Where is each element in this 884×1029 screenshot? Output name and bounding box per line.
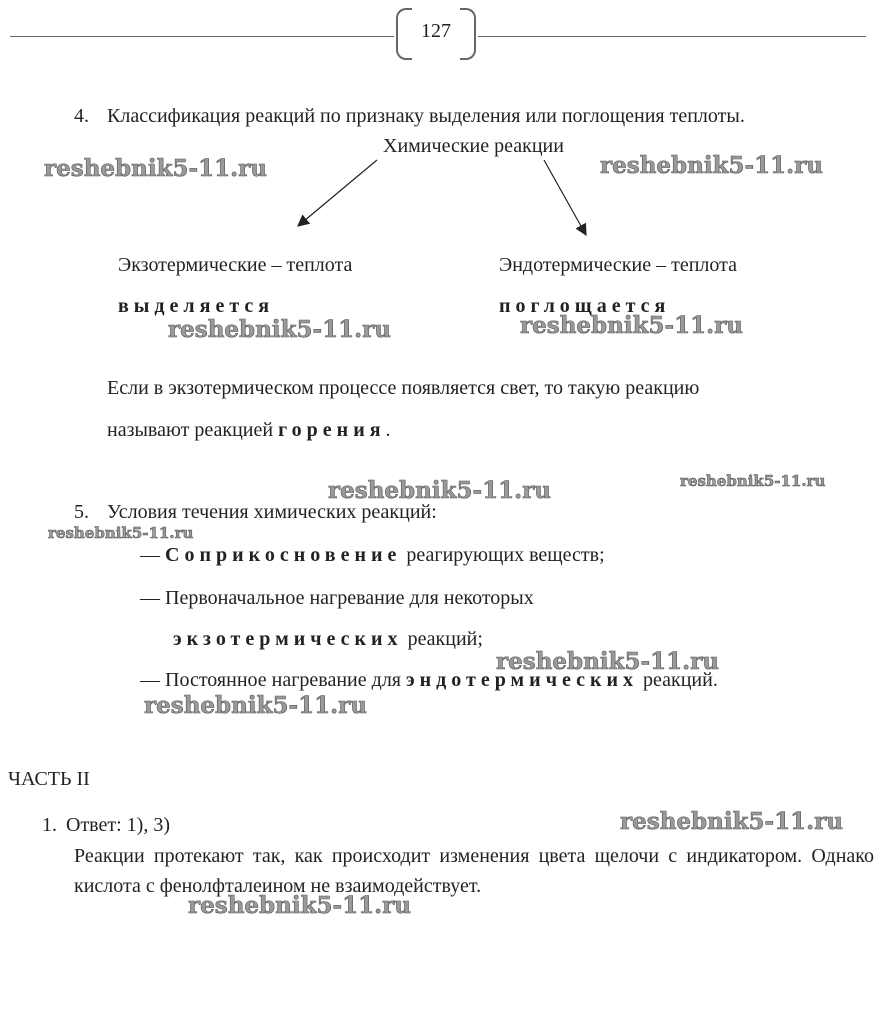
watermark: reshebnik5-11.ru — [680, 472, 826, 490]
arrow-left — [298, 160, 377, 226]
item4-note-line2 — [107, 418, 391, 442]
watermark: reshebnik5-11.ru — [188, 892, 411, 919]
condition-3-emphasis: эндотермических — [406, 669, 639, 691]
dash: — — [140, 544, 160, 566]
answer-explanation: Реакции протекают так, как происходит изменения цвета щелочи с индикатором. Однако кислота с фенолфталеином не взаимодействует. — [74, 845, 874, 897]
watermark: reshebnik5-11.ru — [48, 524, 194, 542]
answer-number: 1. — [42, 814, 57, 836]
condition-3-text: Постоянное нагревание для — [165, 669, 401, 691]
exothermic-emphasis: выделяется — [118, 295, 275, 317]
dash: — — [140, 669, 160, 691]
condition-2-rest: реакций; — [407, 628, 483, 650]
condition-1 — [140, 543, 605, 567]
diagram-arrows — [0, 0, 884, 260]
watermark: reshebnik5-11.ru — [520, 312, 743, 339]
item4-note-line1: Если в экзотермическом процессе появляется свет, то такую реакцию — [107, 377, 700, 399]
diagram-root: Химические реакции — [383, 135, 564, 157]
note-emphasis: горения — [278, 419, 386, 441]
answer: Ответ: 1), 3) — [66, 814, 171, 836]
condition-2-text: Первоначальное нагревание для некоторых — [165, 587, 534, 609]
dash: — — [140, 587, 160, 609]
watermark: reshebnik5-11.ru — [600, 152, 823, 179]
note-text: называют реакцией — [107, 419, 274, 441]
condition-2-emphasis: экзотермических — [173, 628, 403, 650]
watermark: reshebnik5-11.ru — [168, 316, 391, 343]
watermark: reshebnik5-11.ru — [496, 648, 719, 675]
condition-1-rest: реагирующих веществ; — [406, 544, 605, 566]
item5-title: Условия течения химических реакций: — [107, 501, 437, 523]
condition-2 — [140, 586, 534, 610]
exothermic-label: Экзотермические – теплота — [118, 254, 353, 276]
page-number: 127 — [421, 20, 451, 42]
condition-3-rest: реакций. — [643, 669, 718, 691]
watermark: reshebnik5-11.ru — [620, 808, 843, 835]
endothermic-label: Эндотермические – теплота — [499, 254, 737, 276]
item5-number: 5. — [74, 501, 89, 523]
watermark: reshebnik5-11.ru — [144, 692, 367, 719]
condition-1-emphasis: Соприкосновение — [165, 544, 402, 566]
item4-number: 4. — [74, 105, 89, 127]
item4-heading: Классификация реакций по признаку выделения или поглощения теплоты. — [107, 105, 745, 127]
watermark: reshebnik5-11.ru — [44, 155, 267, 182]
part2-heading: ЧАСТЬ II — [8, 768, 90, 790]
note-period: . — [385, 419, 391, 441]
endothermic-emphasis: поглощается — [499, 295, 671, 317]
watermark: reshebnik5-11.ru — [328, 477, 551, 504]
arrow-right — [544, 160, 586, 235]
condition-2-cont — [173, 627, 483, 651]
